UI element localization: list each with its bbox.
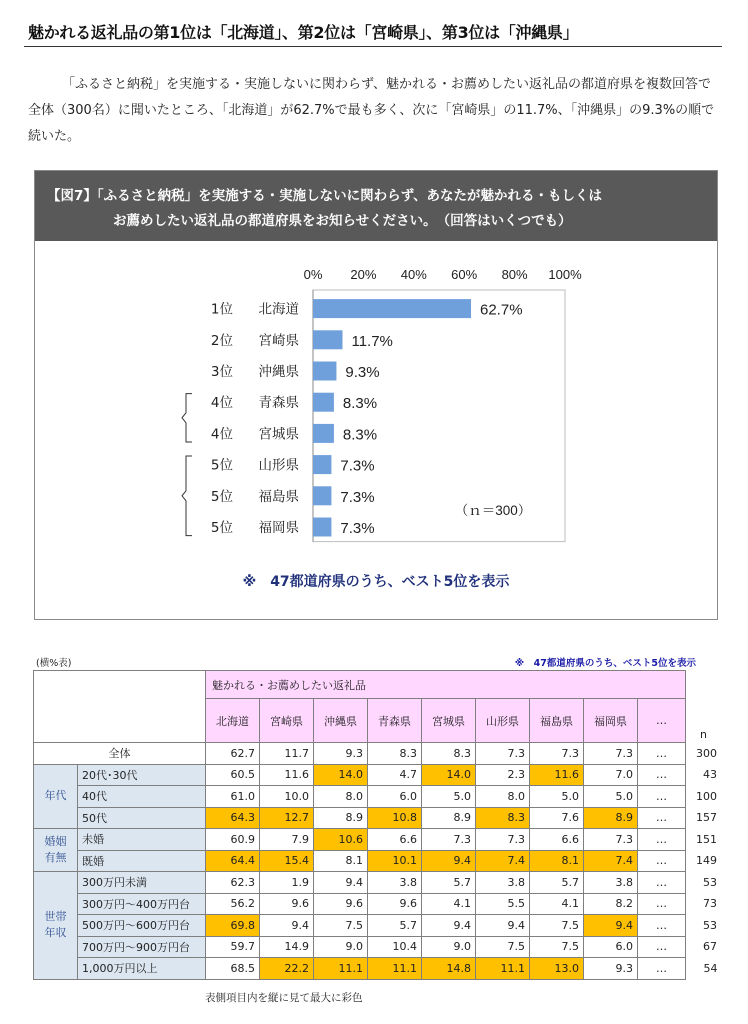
table-cell: 5.0: [584, 786, 638, 808]
table-cell: 7.3: [422, 829, 476, 851]
table-cell: 7.5: [476, 936, 530, 958]
figure-title-line-1: 【図7】「ふるさと納税」を実施する・実施しないに関わらず、あなたが魅かれる・もしくは: [47, 188, 603, 204]
table-cell: 3.8: [584, 872, 638, 894]
rank-label: 5位: [210, 457, 233, 474]
category-label: 沖縄県: [258, 364, 299, 380]
table-cell: 9.3: [584, 958, 638, 980]
table-cell: 7.3: [476, 829, 530, 851]
table-cell-more: …: [638, 743, 686, 765]
table-cell-more: …: [638, 850, 686, 872]
table-cell: 11.6: [530, 764, 584, 786]
table-row: [34, 743, 722, 765]
row-n: 43: [703, 768, 717, 782]
table-cell: 9.6: [368, 893, 422, 915]
table-cell: 56.2: [206, 893, 260, 915]
row-group-label: 年代: [34, 764, 78, 829]
table-cell: 11.1: [314, 958, 368, 980]
bar: [313, 518, 331, 537]
table-cell: 9.6: [314, 893, 368, 915]
bar: [313, 455, 331, 474]
table-cell-more: …: [638, 936, 686, 958]
table-cell: 9.0: [314, 936, 368, 958]
n-column-header: n: [700, 727, 707, 741]
table-cell: 5.0: [422, 786, 476, 808]
table-cell: 7.5: [530, 915, 584, 937]
row-n: 149: [696, 854, 717, 868]
row-label: 40代: [78, 786, 206, 808]
table-cell: 6.0: [368, 786, 422, 808]
table-cell: 9.3: [314, 743, 368, 765]
table-cell: 5.7: [368, 915, 422, 937]
table-cell: 3.8: [476, 872, 530, 894]
table-cell: 64.3: [206, 807, 260, 829]
row-n: 67: [703, 940, 717, 954]
table-cell: 10.0: [260, 786, 314, 808]
rank-label: 4位: [210, 426, 233, 443]
row-label: 300万円未満: [78, 872, 206, 894]
table-cell: 7.9: [260, 829, 314, 851]
table-cell: 9.4: [476, 915, 530, 937]
table-cell: 13.0: [530, 958, 584, 980]
table-corner: [34, 671, 206, 743]
table-cell: 14.9: [260, 936, 314, 958]
category-label: 山形県: [258, 457, 299, 474]
value-label: 7.3%: [340, 457, 375, 475]
column-header: 宮城県: [422, 699, 476, 743]
table-cell-more: …: [638, 786, 686, 808]
bar: [313, 330, 342, 349]
table-cell: 6.6: [530, 829, 584, 851]
row-group-label: 婚姻 有無: [34, 829, 78, 872]
row-label: 700万円～900万円台: [78, 936, 206, 958]
chart-footnote: ※ 47都道府県のうち、ベスト5位を表示: [242, 574, 510, 590]
table-cell: 6.6: [368, 829, 422, 851]
table-header-row: [34, 671, 722, 699]
table-cell: 11.1: [368, 958, 422, 980]
category-label: 宮崎県: [258, 332, 299, 349]
figure-7-panel: [34, 170, 718, 620]
table-cell: 60.5: [206, 764, 260, 786]
table-cell: 9.0: [422, 936, 476, 958]
value-label: 8.3%: [342, 395, 378, 413]
column-header: 青森県: [368, 699, 422, 743]
table-cell: 64.4: [206, 850, 260, 872]
table-cell: 59.7: [206, 936, 260, 958]
row-label: 未婚: [78, 829, 206, 851]
x-tick-label: 100%: [548, 267, 582, 282]
table-cell: 3.8: [368, 872, 422, 894]
figure-title-line-2: お薦めしたい返礼品の都道府県をお知らせください。 （回答はいくつでも）: [113, 213, 572, 229]
row-n: 73: [703, 897, 717, 911]
table-row: [34, 786, 722, 808]
column-header: 福島県: [530, 699, 584, 743]
table-cell: 5.7: [422, 872, 476, 894]
table-cell-more: …: [638, 764, 686, 786]
rank-label: 4位: [210, 395, 233, 412]
value-label: 11.7%: [351, 332, 393, 350]
row-n: 300: [696, 746, 717, 760]
row-n: 100: [696, 789, 717, 803]
table-row: [34, 764, 722, 786]
ranking-bar-chart: [35, 241, 717, 571]
row-label: 500万円～600万円台: [78, 915, 206, 937]
table-row: [34, 829, 722, 851]
value-label: 9.3%: [345, 364, 380, 381]
table-cell: 10.1: [368, 850, 422, 872]
table-cell: 14.8: [422, 958, 476, 980]
row-n: 151: [696, 832, 717, 846]
x-tick-label: 20%: [350, 267, 377, 282]
bar: [313, 486, 331, 505]
table-cell: 68.5: [206, 958, 260, 980]
table-cell-more: …: [638, 893, 686, 915]
table-cell: 7.5: [314, 915, 368, 937]
table-footnote: 表側項目内を縦に見て最大に彩色: [205, 992, 363, 1004]
row-label: 300万円～400万円台: [78, 893, 206, 915]
table-cell-more: …: [638, 915, 686, 937]
page-headline: 魅かれる返礼品の第1位は「北海道」、第2位は「宮崎県」、第3位は「沖縄県」: [28, 23, 579, 42]
table-cell: 60.9: [206, 829, 260, 851]
table-cell: 9.6: [260, 893, 314, 915]
figure-title-bar: [35, 171, 717, 241]
table-cell-more: …: [638, 958, 686, 980]
table-cell: 4.7: [368, 764, 422, 786]
row-n: 53: [703, 875, 717, 889]
table-cell: 69.8: [206, 915, 260, 937]
table-cell: 8.1: [314, 850, 368, 872]
rank-label: 1位: [210, 301, 233, 318]
row-label: 既婚: [78, 850, 206, 872]
row-label-total: 全体: [34, 743, 206, 765]
table-cell: 11.1: [476, 958, 530, 980]
row-label: 20代･30代: [78, 764, 206, 786]
table-row: [34, 872, 722, 894]
table-cell: 5.5: [476, 893, 530, 915]
category-label: 福島県: [258, 488, 299, 505]
table-cell: 8.0: [314, 786, 368, 808]
value-label: 8.3%: [342, 426, 378, 444]
table-cell: 7.0: [584, 764, 638, 786]
table-cell: 1.9: [260, 872, 314, 894]
column-header: …: [638, 699, 686, 743]
rank-label: 3位: [210, 364, 233, 380]
table-cell: 6.0: [584, 936, 638, 958]
table-cell: 7.3: [476, 743, 530, 765]
table-row: [34, 807, 722, 829]
column-header: 沖縄県: [314, 699, 368, 743]
category-label: 福岡県: [258, 520, 299, 536]
rank-label: 2位: [210, 332, 233, 349]
table-row: [34, 893, 722, 915]
table-note: ※ 47都道府県のうち、ベスト5位を表示: [514, 658, 696, 669]
table-cell: 9.4: [422, 915, 476, 937]
rank-label: 5位: [210, 488, 233, 505]
bar: [313, 424, 334, 443]
table-row: [34, 958, 722, 980]
table-cell: 8.9: [422, 807, 476, 829]
category-label: 青森県: [258, 395, 299, 412]
table-cell: 15.4: [260, 850, 314, 872]
table-cell: 7.6: [530, 807, 584, 829]
column-header: 山形県: [476, 699, 530, 743]
lead-paragraph: 「ふるさと納税」を実施する・実施しないに関わらず、魅かれる・お薦めしたい返礼品の都道府県を複数回答で全体（300名）に聞いたところ、「北海道」が62.7%で最も多く、次に「宮崎県」の11.7%、「沖縄県」の9.3%の順で続いた。: [28, 77, 715, 144]
crosstab-table: [33, 670, 722, 980]
x-tick-label: 80%: [501, 267, 528, 282]
x-tick-label: 0%: [303, 267, 323, 282]
table-cell-more: …: [638, 829, 686, 851]
table-cell: 9.4: [584, 915, 638, 937]
table-row: [34, 915, 722, 937]
table-row: [34, 936, 722, 958]
table-banner: 魅かれる・お薦めしたい返礼品: [206, 671, 686, 699]
table-cell: 7.4: [584, 850, 638, 872]
x-tick-label: 60%: [451, 267, 478, 282]
column-header: 北海道: [206, 699, 260, 743]
table-cell-more: …: [638, 872, 686, 894]
table-cell: 10.8: [368, 807, 422, 829]
value-label: 7.3%: [340, 520, 375, 537]
x-tick-label: 40%: [400, 267, 427, 282]
column-header: 宮崎県: [260, 699, 314, 743]
row-n: 53: [703, 918, 717, 932]
table-cell: 12.7: [260, 807, 314, 829]
row-n: 157: [696, 811, 717, 825]
table-cell: 4.1: [530, 893, 584, 915]
column-header: 福岡県: [584, 699, 638, 743]
table-cell: 11.6: [260, 764, 314, 786]
table-cell: 4.1: [422, 893, 476, 915]
table-cell: 22.2: [260, 958, 314, 980]
table-cell: 62.7: [206, 743, 260, 765]
table-cell: 8.3: [422, 743, 476, 765]
table-row: [34, 850, 722, 872]
category-label: 宮城県: [258, 426, 299, 443]
sample-size-label: （ｎ＝300）: [454, 503, 532, 518]
table-cell: 11.7: [260, 743, 314, 765]
table-cell: 9.4: [314, 872, 368, 894]
table-cell: 10.4: [368, 936, 422, 958]
table-cell: 5.0: [530, 786, 584, 808]
category-label: 北海道: [258, 301, 299, 318]
table-cell: 8.3: [476, 807, 530, 829]
table-cell: 2.3: [476, 764, 530, 786]
table-cell: 7.3: [584, 829, 638, 851]
table-label: (横%表): [36, 658, 72, 669]
table-n-spacer: [686, 671, 722, 699]
table-cell: 7.3: [530, 743, 584, 765]
table-cell: 62.3: [206, 872, 260, 894]
table-cell: 14.0: [422, 764, 476, 786]
table-cell: 8.0: [476, 786, 530, 808]
table-cell: 9.4: [260, 915, 314, 937]
table-cell: 10.6: [314, 829, 368, 851]
table-cell: 9.4: [422, 850, 476, 872]
table-cell: 8.9: [584, 807, 638, 829]
rank-label: 5位: [210, 520, 233, 536]
value-label: 62.7%: [480, 301, 523, 319]
table-cell: 61.0: [206, 786, 260, 808]
bar: [313, 299, 471, 318]
bar: [313, 393, 334, 412]
row-label: 1,000万円以上: [78, 958, 206, 980]
table-cell: 8.3: [368, 743, 422, 765]
table-cell: 8.1: [530, 850, 584, 872]
value-label: 7.3%: [340, 488, 375, 506]
row-group-label: 世帯 年収: [34, 872, 78, 980]
table-cell: 7.4: [476, 850, 530, 872]
table-cell: 7.5: [530, 936, 584, 958]
row-n: 54: [703, 961, 718, 975]
table-cell: 7.3: [584, 743, 638, 765]
headline-divider: [24, 46, 722, 47]
tie-bracket-rank4: [182, 394, 192, 442]
table-cell: 14.0: [314, 764, 368, 786]
tie-bracket-rank5: [182, 456, 192, 536]
bar: [313, 362, 336, 381]
table-cell: 5.7: [530, 872, 584, 894]
table-cell: 8.9: [314, 807, 368, 829]
row-label: 50代: [78, 807, 206, 829]
table-cell-more: …: [638, 807, 686, 829]
table-cell: 8.2: [584, 893, 638, 915]
